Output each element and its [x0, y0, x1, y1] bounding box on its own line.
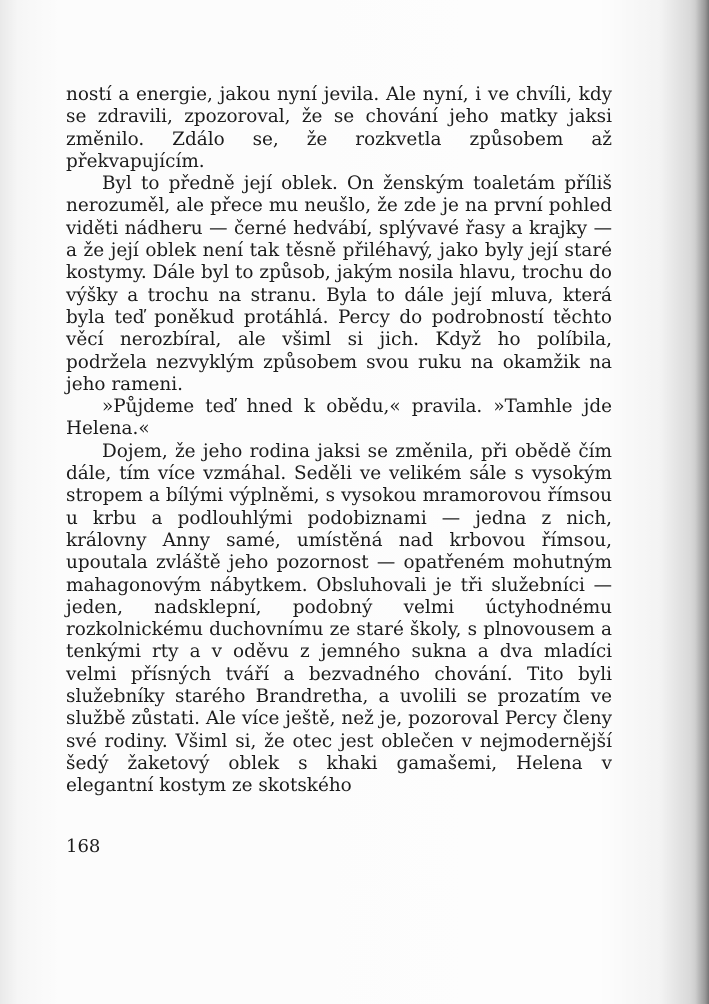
page-number: 168: [66, 836, 101, 857]
paragraph-4: Dojem, že jeho rodina jaksi se změnila, při obědě čím dále, tím více vzmáhal. Seděli ve velikém sále s vysokým stropem a bílými výplněmi, s vysokou mramorovou římsou u krbu a podlouhlými podobiznami — jedna z nich, královny Anny samé, umístěná nad krbovou římsou, upoutala zvláště jeho pozornost — opatřeném mohutným mahagonovým nábytkem. Obsluhovali je tři služebníci — jeden, nadsklepní, podobný velmi úctyhodnému rozkolnickému duchovnímu ze staré školy, s plnovousem a tenkými rty a v oděvu z jemného sukna a dva mladíci velmi přísných tváří a bezvadného chování. Tito byli služebníky starého Brandretha, a uvolili se prozatím ve službě zůstati. Ale více ještě, než je, pozoroval Percy členy své rodiny. Všiml si, že otec jest oblečen v nejmodernější šedý žaketový oblek s khaki gamašemi, Helena v elegantní kostym ze skotského: [66, 440, 612, 797]
paragraph-2: Byl to předně její oblek. On ženským toaletám příliš nerozuměl, ale přece mu neušlo, že zde je na první pohled viděti nádheru — černé hedvábí, splývavé řasy a krajky — a že její oblek není tak těsně přiléhavý, jako byly její staré kostymy. Dále byl to způsob, jakým nosila hlavu, trochu do výšky a trochu na stranu. Byla to dále její mluva, která byla teď poněkud protáhlá. Percy do podrobností těchto věcí nerozbíral, ale všiml si jich. Když ho políbila, podržela nezvyklým způsobem svou ruku na okamžik na jeho rameni.: [66, 173, 612, 395]
body-text: [66, 84, 612, 798]
page-edge-shadow: [695, 0, 709, 1004]
paragraph-3: »Půjdeme teď hned k obědu,« pravila. »Tamhle jde Helena.«: [66, 396, 612, 440]
paragraph-1: ností a energie, jakou nyní jevila. Ale nyní, i ve chvíli, kdy se zdravili, zpozoroval, že se chování jeho matky jaksi změnilo. Zdálo se, že rozkvetla způsobem až překvapujícím.: [66, 84, 612, 172]
